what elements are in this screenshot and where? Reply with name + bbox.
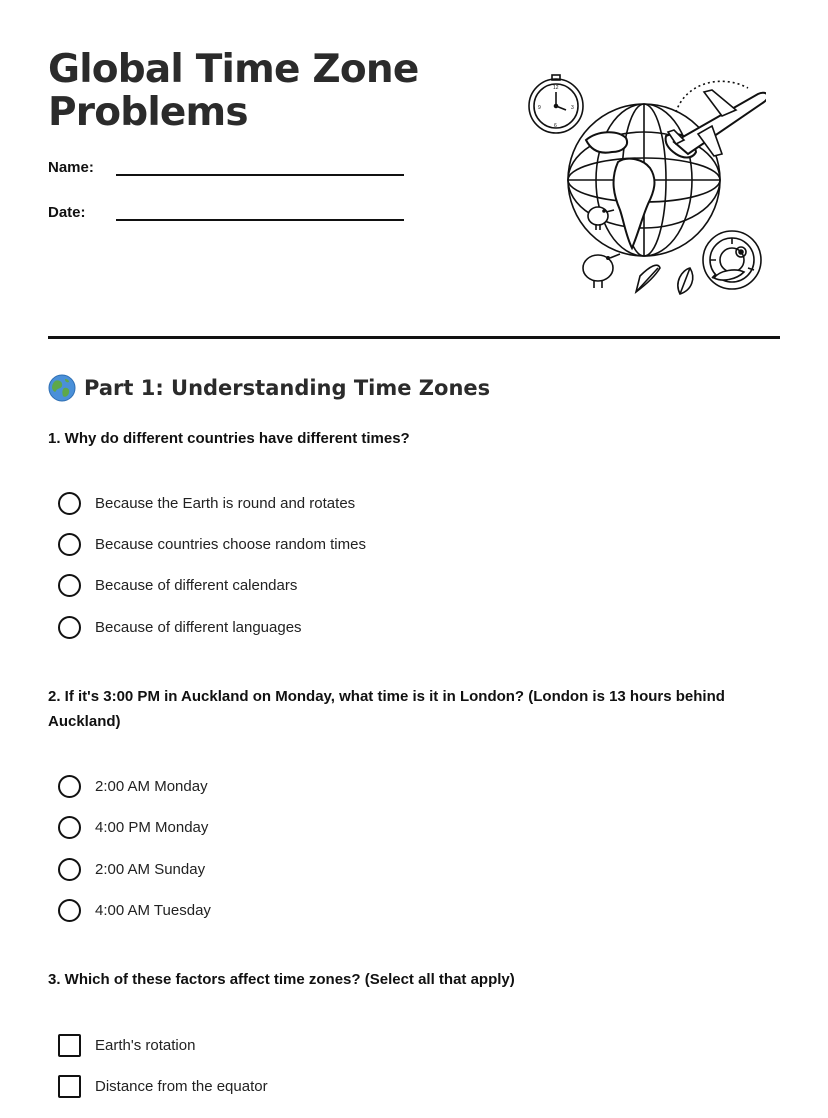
radio-button[interactable] [58,816,81,839]
part1-heading [48,374,490,402]
radio-button[interactable] [58,775,81,798]
option-label: 2:00 AM Monday [95,777,208,795]
svg-text:9: 9 [538,105,541,111]
option-label: Because of different languages [95,618,302,636]
q2-option-1[interactable] [58,773,208,799]
q1-option-3[interactable] [58,572,297,598]
name-label: Name: [48,159,94,176]
kiwi-bird-icon [583,254,620,288]
radio-button[interactable] [58,858,81,881]
option-label: Earth's rotation [95,1036,196,1054]
radio-button[interactable] [58,492,81,515]
q1-option-4[interactable] [58,614,302,640]
title-line-2: Problems [48,90,248,135]
shield-icon [703,231,761,289]
radio-button[interactable] [58,533,81,556]
title-line-1: Global Time Zone [48,47,419,92]
option-label: Because countries choose random times [95,535,366,553]
radio-button[interactable] [58,574,81,597]
question-3: 3. Which of these factors affect time zones? (Select all that apply) [48,971,515,988]
checkbox[interactable] [58,1034,81,1057]
radio-button[interactable] [58,899,81,922]
option-label: Distance from the equator [95,1077,268,1095]
worksheet-header [48,48,780,308]
q1-option-2[interactable] [58,531,366,557]
airplane-icon [668,81,766,156]
question-2: 2. If it's 3:00 PM in Auckland on Monday, what time is it in London? (London is 13 hours behind Auckland) [48,688,725,730]
feather-icon [636,265,660,292]
option-label: 2:00 AM Sunday [95,860,206,878]
globe-drawing [568,104,720,256]
option-label: Because of different calendars [95,576,298,594]
q1-option-1[interactable] [58,490,355,516]
svg-text:3: 3 [571,105,574,111]
option-label: 4:00 AM Tuesday [95,901,211,919]
option-label: 4:00 PM Monday [95,818,209,836]
leaf-icon [678,268,693,294]
q3-option-1[interactable] [58,1032,195,1058]
question-1: 1. Why do different countries have different times? [48,430,410,447]
leaf-icon [714,270,744,280]
q2-option-3[interactable] [58,856,205,882]
clock-icon [529,75,583,133]
radio-button[interactable] [58,616,81,639]
globe-icon [48,374,76,402]
header-divider [48,336,780,339]
date-label: Date: [48,204,86,221]
name-line[interactable] [116,158,404,176]
q2-option-4[interactable] [58,897,211,923]
svg-text:6: 6 [554,123,557,129]
date-field-row [48,203,404,221]
option-label: Because the Earth is round and rotates [95,494,356,512]
globe-travel-illustration [526,72,766,306]
date-line[interactable] [116,203,404,221]
checkbox[interactable] [58,1075,81,1098]
kiwi-bird-icon [588,207,614,230]
name-field-row [48,158,404,176]
q3-option-2[interactable] [58,1073,268,1099]
q2-option-2[interactable] [58,814,208,840]
part1-title: Part 1: Understanding Time Zones [84,376,491,400]
svg-text:12: 12 [553,85,559,91]
